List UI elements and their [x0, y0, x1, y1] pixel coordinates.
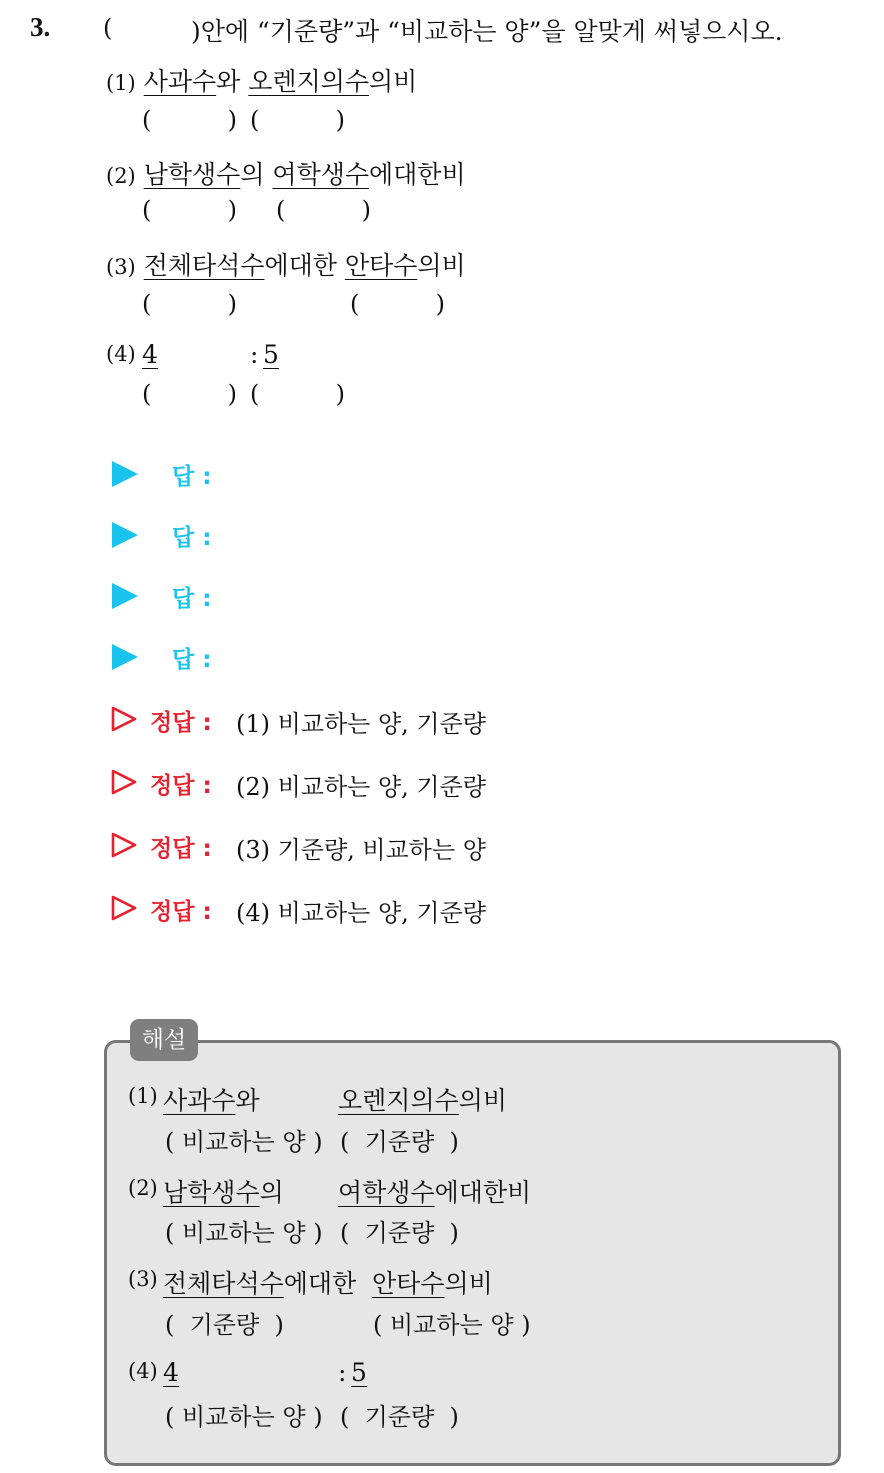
- explanation-answer-right: ( 기준량 ): [340, 1128, 459, 1156]
- question-item-3: [106, 246, 466, 282]
- answer-prompt-label: 답 :: [172, 647, 212, 673]
- correct-answer-text: (4) 비교하는 양, 기준량: [236, 899, 486, 927]
- item-connector: 와: [216, 67, 249, 96]
- ratio-colon: :: [338, 1358, 347, 1387]
- item-suffix: 에대한비: [369, 160, 466, 189]
- item-suffix: 의비: [417, 251, 466, 280]
- instruction-open-paren: (: [103, 14, 113, 42]
- outline-triangle-icon: [111, 895, 137, 921]
- correct-answer-text: (3) 기준량, 비교하는 양: [236, 836, 486, 864]
- ratio-colon: :: [250, 340, 259, 369]
- outline-triangle-icon: [111, 769, 137, 795]
- blank-paren-right: ( ): [250, 106, 346, 134]
- explanation-answer-left: ( 비교하는 양 ): [165, 1128, 323, 1156]
- blank-paren-left: ( ): [142, 380, 238, 408]
- item-number: (4): [106, 342, 136, 366]
- item-number: (1): [106, 71, 136, 95]
- explanation-item-number: (2): [128, 1176, 158, 1200]
- item-suffix: 의비: [369, 67, 418, 96]
- explanation-term-a: 전체타석수에대한: [163, 1269, 357, 1298]
- item-connector: 에대한: [264, 251, 345, 280]
- correct-answer-label: 정답 :: [150, 773, 212, 799]
- explanation-answer-right: ( 비교하는 양 ): [373, 1311, 531, 1339]
- blank-paren-left: ( ): [142, 106, 238, 134]
- explanation-item-number: (1): [128, 1084, 158, 1108]
- question-item-1: [106, 62, 417, 98]
- outline-triangle-icon: [111, 706, 137, 732]
- correct-answer-text: (1) 비교하는 양, 기준량: [236, 710, 486, 738]
- blank-paren-left: ( ): [142, 196, 238, 224]
- outline-triangle-icon: [111, 832, 137, 858]
- explanation-item-number: (3): [128, 1267, 158, 1291]
- item-term-a: 4: [142, 340, 158, 369]
- blank-paren-left: ( ): [142, 290, 238, 318]
- explanation-term-a: 4: [163, 1358, 179, 1387]
- play-icon: [112, 644, 138, 670]
- play-icon: [112, 522, 138, 548]
- explanation-tag: 해설: [130, 1019, 198, 1061]
- play-icon: [112, 583, 138, 609]
- item-number: (2): [106, 164, 136, 188]
- item-number: (3): [106, 255, 136, 279]
- explanation-answer-left: ( 비교하는 양 ): [165, 1219, 323, 1247]
- item-term-c: 5: [263, 340, 279, 369]
- item-term-a: 전체타석수: [143, 251, 265, 280]
- explanation-term-c: 안타수의비: [372, 1269, 493, 1298]
- blank-paren-right: ( ): [350, 290, 446, 318]
- question-item-2: [106, 155, 466, 191]
- blank-paren-right: ( ): [276, 196, 372, 224]
- item-term-c: 여학생수: [272, 160, 370, 189]
- correct-answer-label: 정답 :: [150, 710, 212, 736]
- question-instruction: )안에 “기준량”과 “비교하는 양”을 알맞게 써넣으시오.: [191, 17, 783, 46]
- blank-paren-right: ( ): [250, 380, 346, 408]
- explanation-term-a: 사과수와: [163, 1086, 260, 1115]
- item-term-a: 사과수: [143, 67, 217, 96]
- explanation-item-number: (4): [128, 1359, 158, 1383]
- explanation-term-c: 여학생수에대한비: [338, 1178, 532, 1207]
- question-number: 3.: [30, 12, 51, 42]
- explanation-answer-right: ( 기준량 ): [340, 1403, 459, 1431]
- play-icon: [112, 461, 138, 487]
- answer-prompt-label: 답 :: [172, 586, 212, 612]
- correct-answer-label: 정답 :: [150, 899, 212, 925]
- explanation-answer-left: ( 기준량 ): [165, 1311, 284, 1339]
- explanation-answer-right: ( 기준량 ): [340, 1219, 459, 1247]
- explanation-term-c: 5: [351, 1358, 367, 1387]
- explanation-term-a: 남학생수의: [163, 1178, 284, 1207]
- explanation-answer-left: ( 비교하는 양 ): [165, 1403, 323, 1431]
- explanation-term-c: 오렌지의수의비: [338, 1086, 508, 1115]
- item-term-c: 오렌지의수: [248, 67, 370, 96]
- item-term-c: 안타수: [344, 251, 418, 280]
- answer-prompt-label: 답 :: [172, 464, 212, 490]
- correct-answer-text: (2) 비교하는 양, 기준량: [236, 773, 486, 801]
- correct-answer-label: 정답 :: [150, 836, 212, 862]
- item-connector: 의: [240, 160, 273, 189]
- item-term-a: 남학생수: [143, 160, 241, 189]
- answer-prompt-label: 답 :: [172, 525, 212, 551]
